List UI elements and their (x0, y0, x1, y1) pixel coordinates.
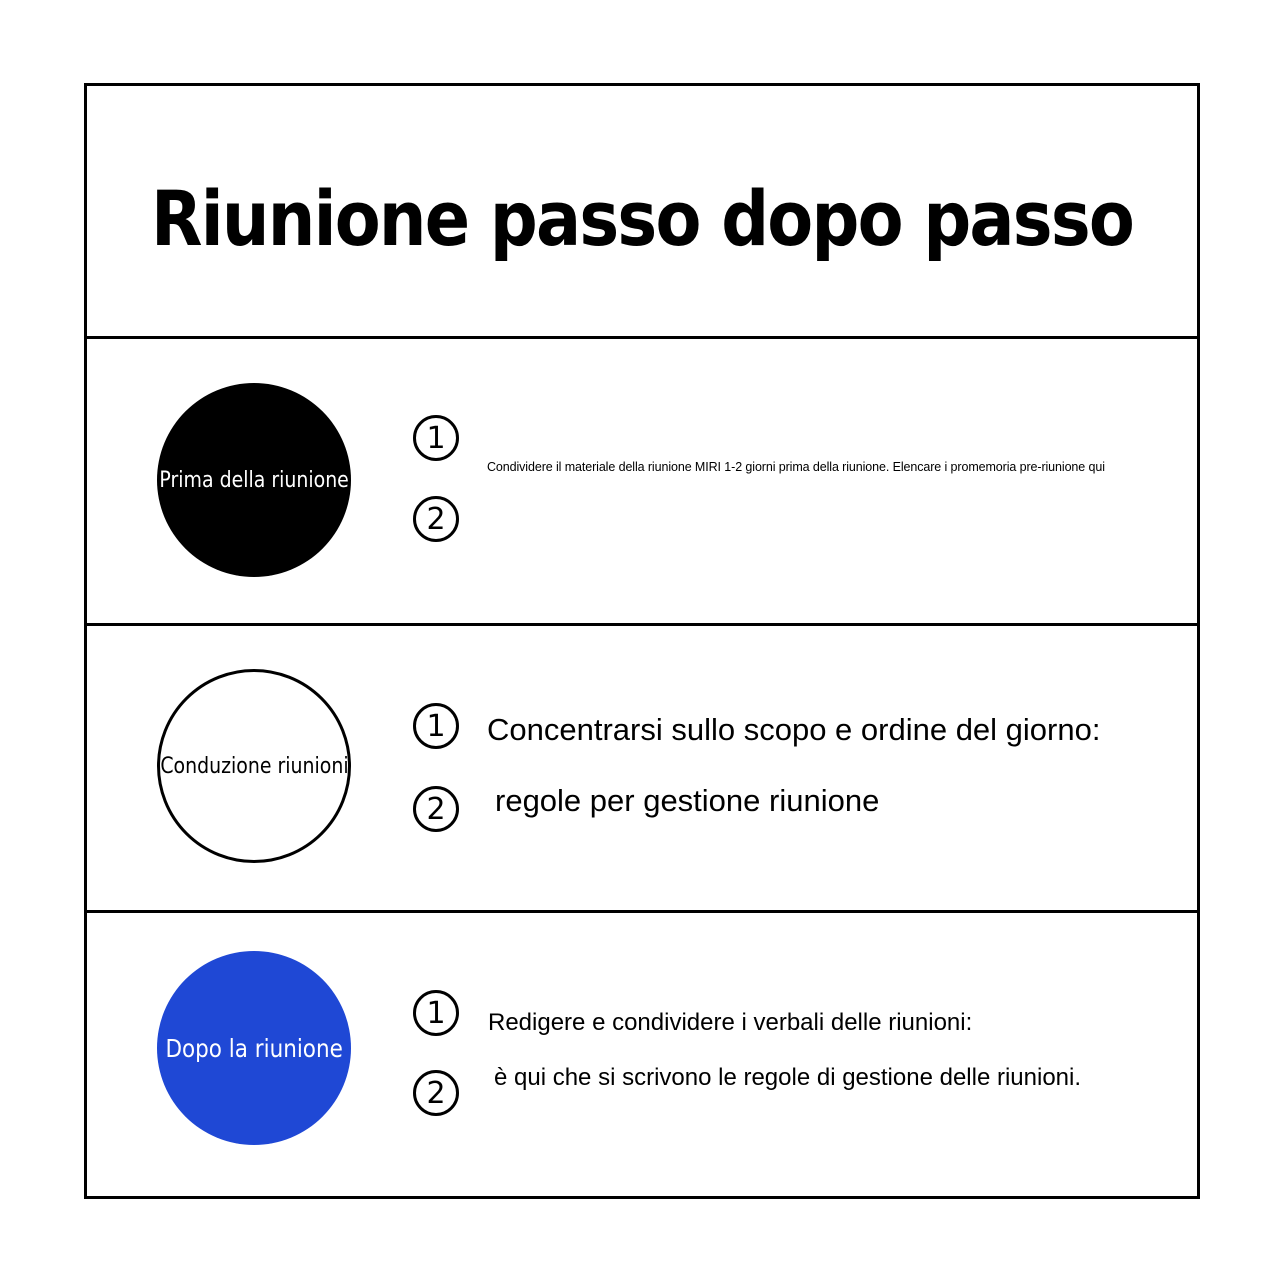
meeting-steps-diagram (84, 83, 1200, 1199)
section-after-meeting (87, 913, 1197, 1197)
step-text-1: Condividere il materiale della riunione MIRI 1-2 giorni prima della riunione. Elencare i promemoria pre-riunione qui (487, 460, 1105, 474)
page-title: Riunione passo dopo passo (150, 173, 1134, 263)
phase-label: Prima della riunione (159, 467, 349, 493)
step-text-1: Concentrarsi sullo scopo e ordine del giorno: (487, 712, 1101, 747)
step-number-1: 1 (413, 990, 459, 1036)
phase-label: Conduzione riunioni (159, 753, 349, 779)
step-number-2: 2 (413, 786, 459, 832)
phase-circle-after (157, 951, 351, 1145)
step-number-2: 2 (413, 1070, 459, 1116)
step-text-2: è qui che si scrivono le regole di gestione delle riunioni. (494, 1064, 1082, 1091)
step-number-1: 1 (413, 703, 459, 749)
title-row (87, 86, 1197, 339)
section-during-meeting (87, 626, 1197, 913)
phase-circle-during (157, 669, 351, 863)
step-number-1: 1 (413, 415, 459, 461)
step-text-1: Redigere e condividere i verbali delle riunioni: (488, 1009, 973, 1036)
section-before-meeting (87, 339, 1197, 626)
phase-circle-before (157, 383, 351, 577)
step-number-2: 2 (413, 496, 459, 542)
phase-label: Dopo la riunione (165, 1033, 343, 1063)
step-text-2: regole per gestione riunione (495, 783, 880, 818)
